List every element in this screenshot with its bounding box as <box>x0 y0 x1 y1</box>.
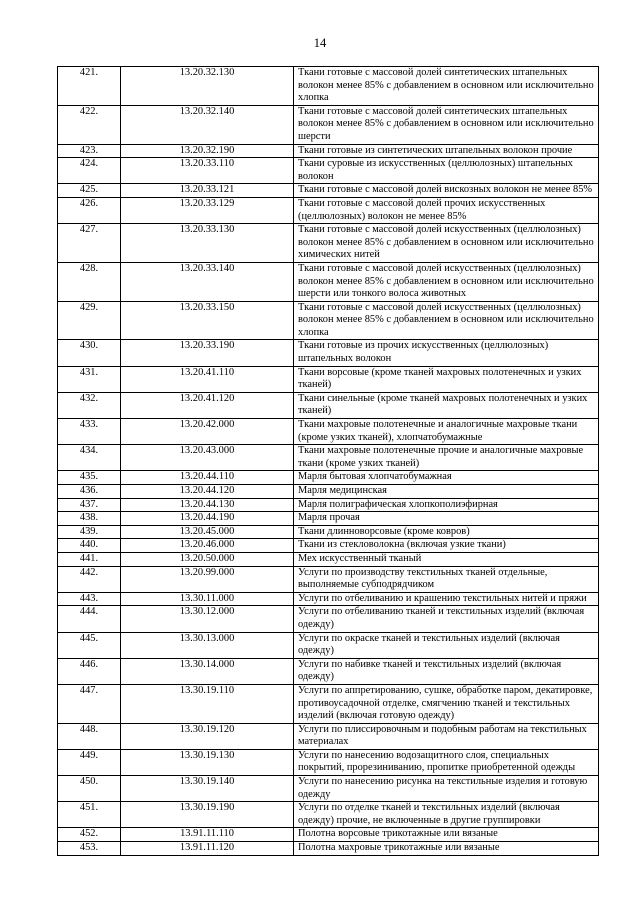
row-number: 447. <box>58 684 121 723</box>
row-code: 13.20.45.000 <box>121 525 294 539</box>
row-name: Услуги по производству текстильных тканей отдельные, выполняемые субподрядчиком <box>294 566 599 592</box>
row-code: 13.20.33.140 <box>121 262 294 301</box>
table-row <box>58 366 599 392</box>
row-name: Ткани готовые с массовой долей искусственных (целлюлозных) волокон менее 85% с добавлением в основном или исключительно химических нитей <box>294 224 599 263</box>
row-name: Ткани махровые полотенечные и аналогичные махровые ткани (кроме узких тканей), хлопчатобумажные <box>294 419 599 445</box>
row-name: Ткани махровые полотенечные прочие и аналогичные махровые ткани (кроме узких тканей) <box>294 445 599 471</box>
row-code: 13.20.50.000 <box>121 552 294 566</box>
row-number: 431. <box>58 366 121 392</box>
row-name: Марля медицинская <box>294 485 599 499</box>
row-name: Услуги по нанесению рисунка на текстильные изделия и готовую одежду <box>294 776 599 802</box>
row-code: 13.20.44.110 <box>121 471 294 485</box>
table-row <box>58 749 599 775</box>
row-code: 13.30.11.000 <box>121 592 294 606</box>
row-name: Ткани ворсовые (кроме тканей махровых полотенечных и узких тканей) <box>294 366 599 392</box>
row-code: 13.91.11.120 <box>121 842 294 856</box>
table-row <box>58 802 599 828</box>
table-row <box>58 828 599 842</box>
row-code: 13.20.33.110 <box>121 158 294 184</box>
row-code: 13.20.33.190 <box>121 340 294 366</box>
row-number: 429. <box>58 301 121 340</box>
row-code: 13.20.33.121 <box>121 184 294 198</box>
table-row <box>58 552 599 566</box>
table-row <box>58 301 599 340</box>
row-number: 450. <box>58 776 121 802</box>
row-code: 13.20.43.000 <box>121 445 294 471</box>
row-number: 440. <box>58 539 121 553</box>
row-number: 439. <box>58 525 121 539</box>
table-row <box>58 485 599 499</box>
table-row <box>58 684 599 723</box>
row-number: 444. <box>58 606 121 632</box>
row-name: Услуги по отбеливанию и крашению текстильных нитей и пряжи <box>294 592 599 606</box>
row-name: Услуги по аппретированию, сушке, обработке паром, декатировке, противоусадочной отделке, смягчению тканей и текстильных изделий (включая готовую одежду) <box>294 684 599 723</box>
page-number: 14 <box>313 36 327 50</box>
table-row <box>58 566 599 592</box>
row-name: Услуги по нанесению водозащитного слоя, специальных покрытий, прорезиниванию, пропитке приобретенной одежды <box>294 749 599 775</box>
row-code: 13.20.41.110 <box>121 366 294 392</box>
classification-table <box>57 66 599 856</box>
row-name: Полотна махровые трикотажные или вязаные <box>294 842 599 856</box>
row-name: Ткани готовые с массовой долей искусственных (целлюлозных) волокон менее 85% с добавлением в основном или исключительно шерсти или тонкого волоса животных <box>294 262 599 301</box>
row-number: 441. <box>58 552 121 566</box>
row-code: 13.30.19.130 <box>121 749 294 775</box>
table-row <box>58 184 599 198</box>
row-code: 13.20.44.120 <box>121 485 294 499</box>
table-row <box>58 606 599 632</box>
table-row <box>58 67 599 106</box>
row-number: 427. <box>58 224 121 263</box>
row-code: 13.20.32.130 <box>121 67 294 106</box>
row-name: Ткани готовые с массовой долей синтетических штапельных волокон менее 85% с добавлением в основном или исключительно шерсти <box>294 105 599 144</box>
row-number: 452. <box>58 828 121 842</box>
row-name: Ткани готовые из прочих искусственных (целлюлозных) штапельных волокон <box>294 340 599 366</box>
row-name: Ткани готовые с массовой долей прочих искусственных (целлюлозных) волокон не менее 85% <box>294 197 599 223</box>
table-row <box>58 340 599 366</box>
row-name: Ткани суровые из искусственных (целлюлозных) штапельных волокон <box>294 158 599 184</box>
row-code: 13.30.12.000 <box>121 606 294 632</box>
row-name: Мех искусственный тканый <box>294 552 599 566</box>
table-row <box>58 158 599 184</box>
row-code: 13.20.42.000 <box>121 419 294 445</box>
table-row <box>58 592 599 606</box>
row-code: 13.20.44.130 <box>121 498 294 512</box>
row-name: Марля бытовая хлопчатобумажная <box>294 471 599 485</box>
row-number: 453. <box>58 842 121 856</box>
row-number: 433. <box>58 419 121 445</box>
table-row <box>58 525 599 539</box>
table-row <box>58 776 599 802</box>
table-row <box>58 105 599 144</box>
row-number: 445. <box>58 632 121 658</box>
row-number: 449. <box>58 749 121 775</box>
row-name: Услуги по окраске тканей и текстильных изделий (включая одежду) <box>294 632 599 658</box>
row-number: 435. <box>58 471 121 485</box>
table-row <box>58 392 599 418</box>
row-code: 13.30.14.000 <box>121 658 294 684</box>
row-number: 426. <box>58 197 121 223</box>
row-code: 13.30.19.120 <box>121 723 294 749</box>
table-row <box>58 658 599 684</box>
row-name: Полотна ворсовые трикотажные или вязаные <box>294 828 599 842</box>
row-name: Ткани готовые с массовой долей синтетических штапельных волокон менее 85% с добавлением в основном или исключительно хлопка <box>294 67 599 106</box>
row-name: Ткани готовые с массовой долей искусственных (целлюлозных) волокон менее 85% с добавлением в основном или исключительно хлопка <box>294 301 599 340</box>
row-number: 434. <box>58 445 121 471</box>
row-number: 442. <box>58 566 121 592</box>
row-number: 423. <box>58 144 121 158</box>
row-number: 430. <box>58 340 121 366</box>
table-row <box>58 419 599 445</box>
row-name: Ткани синельные (кроме тканей махровых полотенечных и узких тканей) <box>294 392 599 418</box>
row-name: Ткани готовые с массовой долей вискозных волокон не менее 85% <box>294 184 599 198</box>
table-row <box>58 723 599 749</box>
table-row <box>58 224 599 263</box>
table-row <box>58 842 599 856</box>
table-row <box>58 539 599 553</box>
row-name: Услуги по плиссировочным и подобным работам на текстильных материалах <box>294 723 599 749</box>
row-code: 13.30.19.140 <box>121 776 294 802</box>
row-number: 443. <box>58 592 121 606</box>
row-number: 446. <box>58 658 121 684</box>
row-code: 13.20.99.000 <box>121 566 294 592</box>
row-number: 451. <box>58 802 121 828</box>
row-code: 13.91.11.110 <box>121 828 294 842</box>
row-code: 13.20.41.120 <box>121 392 294 418</box>
row-code: 13.30.19.110 <box>121 684 294 723</box>
table-row <box>58 445 599 471</box>
row-code: 13.20.32.190 <box>121 144 294 158</box>
row-code: 13.20.44.190 <box>121 512 294 526</box>
row-name: Услуги по отделке тканей и текстильных изделий (включая одежду) прочие, не включенные в другие группировки <box>294 802 599 828</box>
row-code: 13.20.33.129 <box>121 197 294 223</box>
row-code: 13.30.19.190 <box>121 802 294 828</box>
table-row <box>58 632 599 658</box>
row-number: 437. <box>58 498 121 512</box>
table-row <box>58 262 599 301</box>
row-number: 438. <box>58 512 121 526</box>
table-row <box>58 512 599 526</box>
table-row <box>58 471 599 485</box>
row-name: Услуги по отбеливанию тканей и текстильных изделий (включая одежду) <box>294 606 599 632</box>
table-body <box>58 67 599 856</box>
row-number: 432. <box>58 392 121 418</box>
row-code: 13.20.32.140 <box>121 105 294 144</box>
row-name: Ткани готовые из синтетических штапельных волокон прочие <box>294 144 599 158</box>
table-row <box>58 144 599 158</box>
row-name: Ткани длинноворсовые (кроме ковров) <box>294 525 599 539</box>
row-number: 422. <box>58 105 121 144</box>
row-code: 13.20.33.150 <box>121 301 294 340</box>
row-number: 436. <box>58 485 121 499</box>
row-code: 13.20.33.130 <box>121 224 294 263</box>
row-name: Марля полиграфическая хлопкополиэфирная <box>294 498 599 512</box>
row-number: 428. <box>58 262 121 301</box>
row-name: Марля прочая <box>294 512 599 526</box>
row-number: 448. <box>58 723 121 749</box>
table-row <box>58 498 599 512</box>
row-code: 13.20.46.000 <box>121 539 294 553</box>
row-name: Услуги по набивке тканей и текстильных изделий (включая одежду) <box>294 658 599 684</box>
row-code: 13.30.13.000 <box>121 632 294 658</box>
row-name: Ткани из стекловолокна (включая узкие ткани) <box>294 539 599 553</box>
row-number: 421. <box>58 67 121 106</box>
row-number: 424. <box>58 158 121 184</box>
table-row <box>58 197 599 223</box>
row-number: 425. <box>58 184 121 198</box>
